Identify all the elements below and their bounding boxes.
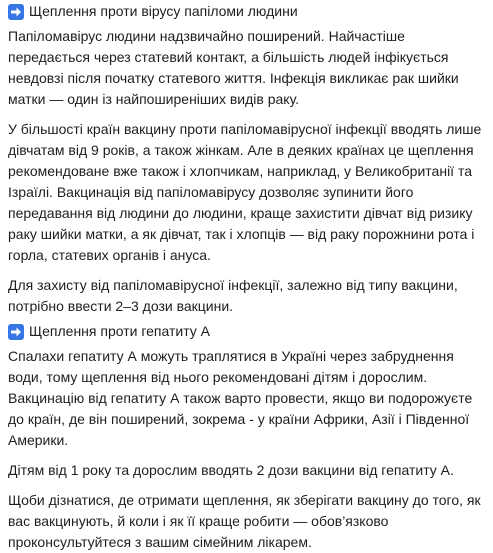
right-arrow-icon xyxy=(8,4,24,20)
paragraph: У більшості країн вакцину проти папіломавірусної інфекції вводять лише дівчатам від 9 років, а також жінкам. Але в деяких країнах це щеплення рекомендоване вже також і хлопчикам, наприклад, у Великобританії та Ізраїлі. Вакцинація від папіломавірусу дозволяє зупинити його передавання від людини до людини, краще захистити дівчат від ризику раку шийки матки, а як дівчат, так і хлопців — від раку порожнини рота і горла, статевих органів і ануса. xyxy=(8,121,482,263)
right-arrow-icon xyxy=(8,324,24,340)
paragraph: Спалахи гепатиту А можуть траплятися в Україні через забруднення води, тому щеплення від нього рекомендовані дітям і дорослим. Вакцинацію від гепатиту А також варто провести, якщо ви подорожуєте до країн, де він поширений, зокрема - у країни Африки, Азії і Південної Америки. xyxy=(8,348,473,448)
paragraph: Дітям від 1 року та дорослим вводять 2 дози вакцини від гепатиту А. xyxy=(8,462,454,478)
paragraph: Для захисту від папіломавірусної інфекції, залежно від типу вакцини, потрібно ввести 2–3 дози вакцини. xyxy=(8,277,458,314)
section-title: Щеплення проти вірусу папіломи людини xyxy=(29,3,298,19)
paragraph: Папіломавірус людини надзвичайно поширений. Найчастіше передається через статевий контакт, а більшість людей інфікується невдовзі після початку статевого життя. Інфекція викликає рак шийки матки — один із найпоширеніших видів раку. xyxy=(8,28,459,107)
section-heading-hpv xyxy=(8,1,485,22)
section-title: Щеплення проти гепатиту А xyxy=(29,323,211,339)
section-heading-hepatitis-a xyxy=(8,321,485,342)
post-body xyxy=(0,1,493,553)
paragraph: Щоби дізнатися, де отримати щеплення, як зберігати вакцину до того, як вас вакцинують, й коли і як її краще робити — обов’язково проконсультуйтеся з вашим сімейним лікарем. xyxy=(8,492,481,550)
